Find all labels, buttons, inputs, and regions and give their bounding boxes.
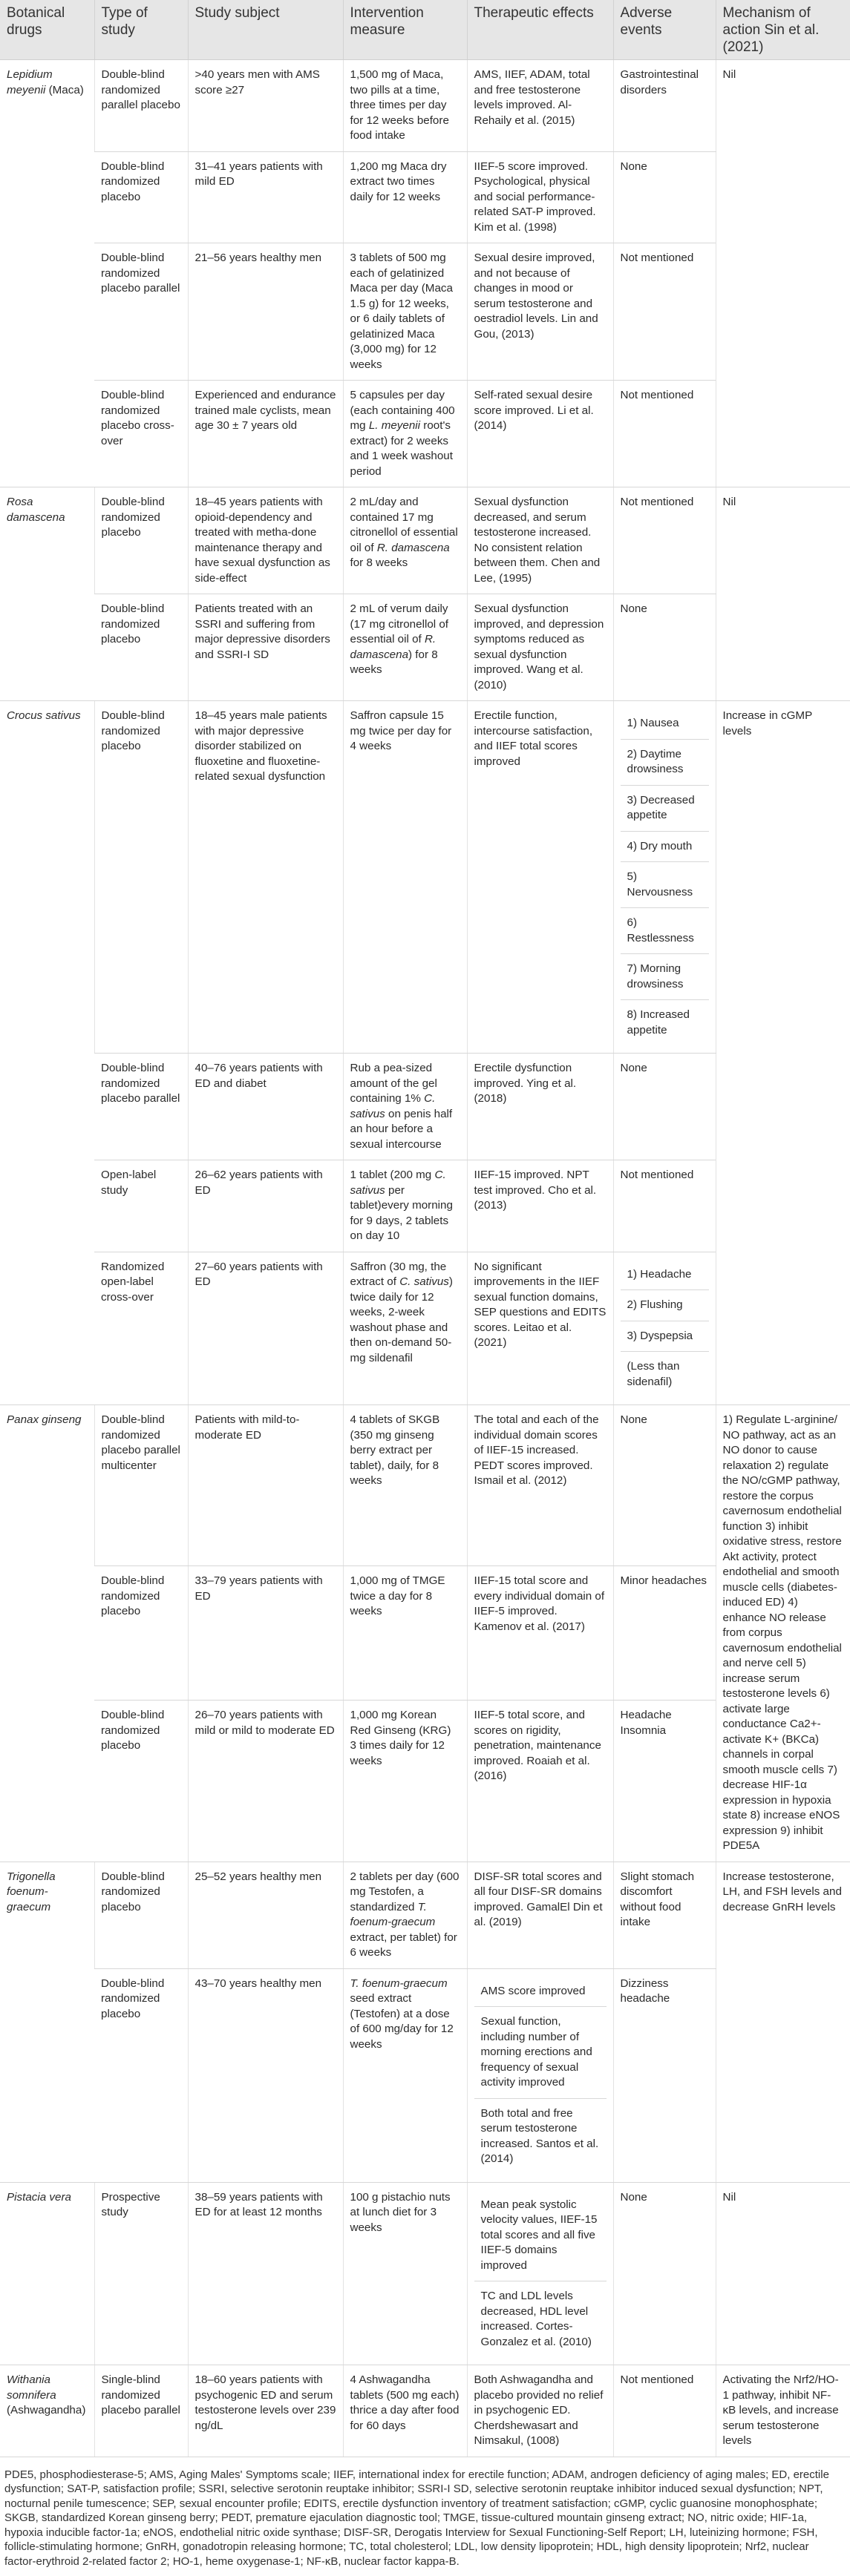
therapeutic-effect-item: No significant improvements in the IIEF sexual function domains, SEP questions and EDITS scores. Leitao et al. (2021) (474, 1261, 607, 1350)
study-subject-cell: Patients with mild-to-moderate ED (188, 1405, 343, 1566)
adverse-event-item: 1) Headache (621, 1260, 709, 1291)
therapeutic-effects-cell (467, 1566, 613, 1701)
study-type-cell: Double-blind randomized placebo (94, 701, 188, 1054)
therapeutic-effects-cell (467, 2365, 613, 2457)
study-type-cell: Double-blind randomized placebo (94, 487, 188, 594)
adverse-event-item: 5) Nervousness (621, 862, 709, 908)
table-row (0, 60, 850, 152)
study-subject-cell: 40–76 years patients with ED and diabet (188, 1054, 343, 1160)
adverse-events-cell (613, 381, 716, 487)
adverse-event-item: Dizziness headache (621, 1977, 670, 2005)
therapeutic-effect-item: IIEF-5 total score, and scores on rigidity, penetration, maintenance improved. Roaiah et al. (2016) (474, 1709, 601, 1782)
adverse-event-item: 7) Morning drowsiness (621, 954, 709, 1000)
therapeutic-effect-item: Sexual dysfunction improved, and depression symptoms reduced as sexual dysfunction improved. Wang et al. (2010) (474, 602, 604, 691)
therapeutic-effects-cell (467, 487, 613, 594)
study-subject-cell: 33–79 years patients with ED (188, 1566, 343, 1701)
adverse-events-cell (613, 1701, 716, 1862)
adverse-events-cell (613, 1252, 716, 1405)
drug-common-name: (Maca) (45, 84, 83, 96)
adverse-events-cell (613, 1054, 716, 1160)
therapeutic-effect-item: Erectile function, intercourse satisfaction, and IIEF total scores improved (474, 709, 593, 768)
intervention-cell: 3 tablets of 500 mg each of gelatinized Maca per day (Maca 1.5 g) for 12 weeks, or 6 daily tablets of gelatinized Maca (3,000 mg) for 12 weeks (343, 243, 467, 381)
drug-scientific-name: Pistacia vera (7, 2191, 71, 2204)
intervention-cell: Rub a pea-sized amount of the gel containing 1% C. sativus on penis half an hour before a sexual intercourse (343, 1054, 467, 1160)
header-therapeutic-effects: Therapeutic effects (467, 0, 613, 60)
adverse-event-item: 2) Daytime drowsiness (621, 740, 709, 786)
table-header-row (0, 0, 850, 60)
drug-common-name: (Ashwagandha) (7, 2404, 85, 2416)
adverse-events-cell (613, 1968, 716, 2182)
study-type-cell: Double-blind randomized placebo (94, 1701, 188, 1862)
therapeutic-effects-cell (467, 243, 613, 381)
adverse-event-item: 3) Dyspepsia (621, 1321, 709, 1353)
intervention-cell: 1,200 mg Maca dry extract two times daily for 12 weeks (343, 151, 467, 243)
study-subject-cell: 31–41 years patients with mild ED (188, 151, 343, 243)
therapeutic-effect-item: Self-rated sexual desire score improved. Li et al. (2014) (474, 389, 594, 432)
adverse-event-item: 6) Restlessness (621, 908, 709, 954)
therapeutic-effects-cell (467, 1968, 613, 2182)
table-row (0, 2365, 850, 2457)
botanical-drug-cell (0, 2182, 94, 2365)
therapeutic-effect-item: Both Ashwagandha and placebo provided no relief in psychogenic ED. Cherdshewasart and Nimsakul, (1008) (474, 2373, 604, 2447)
drug-scientific-name: Rosa damascena (7, 496, 65, 524)
therapeutic-effects-cell (467, 701, 613, 1054)
mechanism-of-action-cell: Nil (716, 2182, 850, 2365)
therapeutic-effect-item: IIEF-5 score improved. Psychological, physical and social performance-related SAT-P improved. Kim et al. (1998) (474, 160, 596, 234)
header-adverse-events: Adverse events (613, 0, 716, 60)
adverse-events-cell (613, 1566, 716, 1701)
therapeutic-effect-item: Sexual function, including number of morning erections and frequency of sexual activity improved (474, 2007, 607, 2099)
intervention-cell: 100 g pistachio nuts at lunch diet for 3 weeks (343, 2182, 467, 2365)
mechanism-of-action-cell: Nil (716, 487, 850, 701)
mechanism-of-action-cell: Increase testosterone, LH, and FSH levels and decrease GnRH levels (716, 1862, 850, 2182)
therapeutic-effect-item: AMS score improved (474, 1977, 607, 2008)
therapeutic-effect-item: DISF-SR total scores and all four DISF-SR domains improved. GamalEl Din et al. (2019) (474, 1870, 603, 1929)
therapeutic-effect-item: Both total and free serum testosterone increased. Santos et al. (2014) (474, 2099, 607, 2175)
adverse-event-item: 2) Flushing (621, 1290, 709, 1321)
adverse-event-item: Headache Insomnia (621, 1709, 672, 1737)
study-subject-cell: 43–70 years healthy men (188, 1968, 343, 2182)
header-intervention-measure: Intervention measure (343, 0, 467, 60)
therapeutic-effect-item: Erectile dysfunction improved. Ying et al. (2018) (474, 1062, 577, 1105)
therapeutic-effects-cell (467, 381, 613, 487)
therapeutic-effect-item: AMS, IIEF, ADAM, total and free testosterone levels improved. Al-Rehaily et al. (2015) (474, 68, 590, 127)
therapeutic-effects-cell (467, 1405, 613, 1566)
adverse-event-item: Not mentioned (621, 389, 694, 401)
adverse-event-item: Not mentioned (621, 1169, 694, 1181)
study-type-cell: Double-blind randomized placebo parallel (94, 1054, 188, 1160)
adverse-events-cell (613, 1862, 716, 1968)
therapeutic-effects-cell (467, 2182, 613, 2365)
mechanism-of-action-cell: Activating the Nrf2/HO-1 pathway, inhibit NF-κB levels, and increase serum testosterone levels (716, 2365, 850, 2457)
botanical-drug-cell (0, 1862, 94, 2182)
study-type-cell: Double-blind randomized placebo parallel multicenter (94, 1405, 188, 1566)
table-row (0, 1405, 850, 1566)
therapeutic-effects-cell (467, 594, 613, 701)
study-type-cell: Randomized open-label cross-over (94, 1252, 188, 1405)
therapeutic-effect-item: IIEF-15 total score and every individual domain of IIEF-5 improved. Kamenov et al. (2017) (474, 1574, 605, 1633)
adverse-event-item: Not mentioned (621, 496, 694, 508)
adverse-event-item: 8) Increased appetite (621, 1000, 709, 1045)
table-row (0, 487, 850, 594)
adverse-event-item: None (621, 160, 647, 173)
intervention-cell: 2 mL/day and contained 17 mg citronellol of essential oil of R. damascena for 8 weeks (343, 487, 467, 594)
drug-scientific-name: Lepidium meyenii (7, 68, 53, 96)
intervention-cell: Saffron (30 mg, the extract of C. sativus) twice daily for 12 weeks, 2-week washout phase and then on-demand 50-mg sildenafil (343, 1252, 467, 1405)
adverse-event-item: None (621, 602, 647, 615)
therapeutic-effect-item: IIEF-15 improved. NPT test improved. Cho et al. (2013) (474, 1169, 597, 1212)
study-subject-cell: 27–60 years patients with ED (188, 1252, 343, 1405)
therapeutic-effects-cell (467, 1054, 613, 1160)
table-row (0, 701, 850, 1054)
adverse-events-cell (613, 2365, 716, 2457)
study-type-cell: Double-blind randomized placebo (94, 594, 188, 701)
adverse-event-item: None (621, 1062, 647, 1074)
therapeutic-effect-item: TC and LDL levels decreased, HDL level increased. Cortes-Gonzalez et al. (2010) (474, 2281, 607, 2357)
intervention-cell: 2 mL of verum daily (17 mg citronellol of essential oil of R. damascena) for 8 weeks (343, 594, 467, 701)
adverse-event-item: Gastrointestinal disorders (621, 68, 699, 96)
study-subject-cell: 18–45 years male patients with major depressive disorder stabilized on fluoxetine and fluoxetine-related sexual dysfunction (188, 701, 343, 1054)
mechanism-of-action-cell: 1) Regulate L-arginine/ NO pathway, act as an NO donor to cause relaxation 2) regulate the NO/cGMP pathway, restore the corpus cavernosum endothelial function 3) inhibit oxidative stress, restore Akt activity, protect endothelial and smooth muscle cells (diabetes-induced ED) 4) enhance NO release from corpus cavernosum endothelial and nerve cell 5) increase serum testosterone levels 6) activate large conductance Ca2+-activate K+ (BKCa) channels in corpal smooth muscle cells 7) decrease HIF-1α expression in hypoxia state 8) increase eNOS expression 9) inhibit PDE5A (716, 1405, 850, 1862)
study-type-cell: Double-blind randomized placebo parallel (94, 243, 188, 381)
study-type-cell: Double-blind randomized placebo cross-over (94, 381, 188, 487)
therapeutic-effects-cell (467, 1862, 613, 1968)
drug-scientific-name: Panax ginseng (7, 1413, 81, 1426)
study-subject-cell: Experienced and endurance trained male cyclists, mean age 30 ± 7 years old (188, 381, 343, 487)
therapeutic-effect-item: Sexual desire improved, and not because of changes in mood or serum testosterone and oestradiol levels. Lin and Gou, (2013) (474, 252, 598, 341)
intervention-cell: T. foenum-graecum seed extract (Testofen) at a dose of 600 mg/day for 12 weeks (343, 1968, 467, 2182)
mechanism-of-action-cell: Nil (716, 60, 850, 487)
adverse-events-cell (613, 2182, 716, 2365)
study-type-cell: Double-blind randomized placebo (94, 151, 188, 243)
table-row (0, 1862, 850, 1968)
header-botanical-drugs: Botanical drugs (0, 0, 94, 60)
study-type-cell: Double-blind randomized placebo (94, 1566, 188, 1701)
intervention-cell: 4 Ashwagandha tablets (500 mg each) thrice a day after food for 60 days (343, 2365, 467, 2457)
study-subject-cell: 21–56 years healthy men (188, 243, 343, 381)
botanical-drug-cell (0, 1405, 94, 1862)
therapeutic-effects-cell (467, 60, 613, 152)
study-subject-cell: 18–45 years patients with opioid-dependency and treated with metha-done maintenance therapy and have sexual dysfunction as side-effect (188, 487, 343, 594)
therapeutic-effects-cell (467, 1252, 613, 1405)
intervention-cell: 1,000 mg Korean Red Ginseng (KRG) 3 times daily for 12 weeks (343, 1701, 467, 1862)
intervention-cell: 4 tablets of SKGB (350 mg ginseng berry extract per tablet), daily, for 8 weeks (343, 1405, 467, 1566)
drug-scientific-name: Trigonella foenum-graecum (7, 1870, 56, 1913)
study-type-cell: Double-blind randomized placebo (94, 1968, 188, 2182)
intervention-cell: 1,000 mg of TMGE twice a day for 8 weeks (343, 1566, 467, 1701)
adverse-event-item: (Less than sidenafil) (621, 1352, 709, 1397)
study-subject-cell: 38–59 years patients with ED for at least 12 months (188, 2182, 343, 2365)
adverse-events-cell (613, 1160, 716, 1252)
botanical-drug-cell (0, 701, 94, 1405)
study-subject-cell: 26–62 years patients with ED (188, 1160, 343, 1252)
adverse-events-cell (613, 487, 716, 594)
study-subject-cell: >40 years men with AMS score ≥27 (188, 60, 343, 152)
adverse-events-cell (613, 243, 716, 381)
adverse-events-cell (613, 60, 716, 152)
adverse-events-cell (613, 594, 716, 701)
therapeutic-effects-cell (467, 1701, 613, 1862)
study-subject-cell: Patients treated with an SSRI and suffering from major depressive disorders and SSRI-I SD (188, 594, 343, 701)
study-type-cell: Open-label study (94, 1160, 188, 1252)
adverse-events-cell (613, 151, 716, 243)
adverse-event-item: 1) Nausea (621, 709, 709, 740)
drug-scientific-name: Crocus sativus (7, 709, 81, 722)
adverse-event-item: 4) Dry mouth (621, 832, 709, 863)
adverse-event-item: Not mentioned (621, 252, 694, 264)
intervention-cell: 2 tablets per day (600 mg Testofen, a standardized T. foenum-graecum extract, per tablet) for 6 weeks (343, 1862, 467, 1968)
adverse-event-item: Minor headaches (621, 1574, 707, 1587)
botanical-drug-cell (0, 487, 94, 701)
adverse-events-cell (613, 701, 716, 1054)
therapeutic-effects-cell (467, 1160, 613, 1252)
therapeutic-effects-cell (467, 151, 613, 243)
intervention-cell: 5 capsules per day (each containing 400 mg L. meyenii root's extract) for 2 weeks and 1 week washout period (343, 381, 467, 487)
study-subject-cell: 25–52 years healthy men (188, 1862, 343, 1968)
header-study-subject: Study subject (188, 0, 343, 60)
adverse-event-item: Not mentioned (621, 2373, 694, 2386)
adverse-events-cell (613, 1405, 716, 1566)
study-type-cell: Prospective study (94, 2182, 188, 2365)
study-type-cell: Single-blind randomized placebo parallel (94, 2365, 188, 2457)
therapeutic-effect-item: Mean peak systolic velocity values, IIEF-15 total scores and all five IIEF-5 domains improved (474, 2190, 607, 2282)
study-subject-cell: 18–60 years patients with psychogenic ED and serum testosterone levels over 239 ng/dL (188, 2365, 343, 2457)
table-footnote: PDE5, phosphodiesterase-5; AMS, Aging Males' Symptoms scale; IIEF, international index for erectile function; ADAM, androgen deficiency of aging males; ED, erectile dysfunction; SAT-P, satisfaction profile; SSRI, selective serotonin reuptake inhibitor; SSRI-I SD, selective serotonin reuptake inhibitor induced sexual dysfunction; NPT, nocturnal penile tumescence; SEP, sexual encounter profile; EDITS, erectile dysfunction inventory of treatment satisfaction; cGMP, cyclic guanosine monophosphate; SKGB, standardized Korean ginseng berry; PEDT, premature ejaculation diagnostic tool; TMGE, tissue-cultured mountain ginseng extract; NO, nitric oxide; HIF-1a, hypoxia inducible factor-1a; eNOS, endothelial nitric oxide synthase; DISF-SR, Derogatis Interview for Sexual Functioning-Self Report; LH, luteinizing hormone; FSH, follicle-stimulating hormone; GnRH, gonadotropin releasing hormone; TC, total cholesterol; LDL, low density lipoprotein; HDL, high density lipoprotein; Nrf2, nuclear factor-erythroid 2-related factor 2; HO-1, heme oxygenase-1; NF-κB, nuclear factor kappa-B. (0, 2457, 840, 2576)
mechanism-of-action-cell: Increase in cGMP levels (716, 701, 850, 1405)
intervention-cell: Saffron capsule 15 mg twice per day for 4 weeks (343, 701, 467, 1054)
botanical-drug-cell (0, 60, 94, 487)
drug-scientific-name: Withania somnifera (7, 2373, 56, 2402)
botanical-drug-cell (0, 2365, 94, 2457)
adverse-event-item: 3) Decreased appetite (621, 786, 709, 832)
adverse-event-item: None (621, 2191, 647, 2204)
header-type-of-study: Type of study (94, 0, 188, 60)
study-type-cell: Double-blind randomized placebo (94, 1862, 188, 1968)
header-mechanism: Mechanism of action Sin et al. (2021) (716, 0, 850, 60)
adverse-event-item: None (621, 1413, 647, 1426)
therapeutic-effect-item: Sexual dysfunction decreased, and serum testosterone increased. No consistent relation between them. Chen and Lee, (1995) (474, 496, 601, 585)
table-row (0, 2182, 850, 2365)
therapeutic-effect-item: The total and each of the individual domain scores of IIEF-15 increased. PEDT scores improved. Ismail et al. (2012) (474, 1413, 599, 1487)
intervention-cell: 1 tablet (200 mg C. sativus per tablet)every morning for 9 days, 2 tablets on day 10 (343, 1160, 467, 1252)
table-body (0, 60, 850, 2457)
study-subject-cell: 26–70 years patients with mild or mild to moderate ED (188, 1701, 343, 1862)
adverse-event-item: Slight stomach discomfort without food intake (621, 1870, 695, 1929)
study-type-cell: Double-blind randomized parallel placebo (94, 60, 188, 152)
intervention-cell: 1,500 mg of Maca, two pills at a time, three times per day for 12 weeks before food intake (343, 60, 467, 152)
